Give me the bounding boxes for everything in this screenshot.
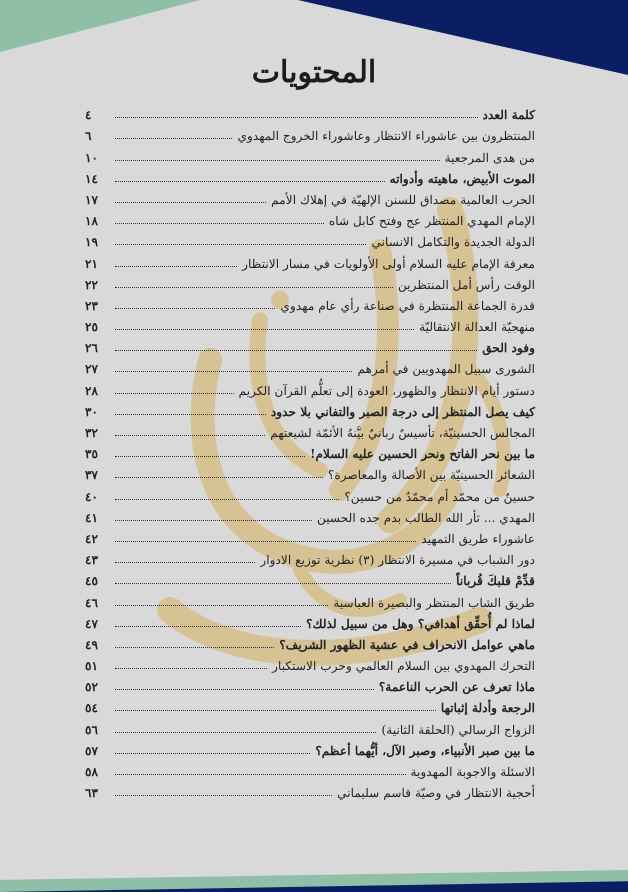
toc-entry-page-number: ٢٧ (85, 362, 99, 377)
toc-entry-title: الموت الأبيض، ماهيته وأدواته (389, 171, 535, 186)
toc-entry[interactable] (85, 228, 535, 249)
toc-leader-dots (115, 435, 265, 436)
toc-leader-dots (115, 244, 366, 245)
toc-entry[interactable] (85, 737, 535, 758)
toc-entry-page-number: ٤٩ (85, 637, 99, 652)
toc-entry[interactable] (85, 186, 535, 207)
toc-entry-title: الحرب العالمية مصداق للسنن الإلهيّة في إهلاك الأمم (271, 192, 535, 207)
toc-entry-page-number: ٦ (85, 129, 92, 144)
table-of-contents (85, 101, 535, 800)
toc-entry-title: قدرة الجماعة المنتظرة في صناعة رأي عام مهدوي (280, 298, 535, 313)
toc-entry[interactable] (85, 313, 535, 334)
toc-entry-title: الرجعة وأدلة إثباتها (440, 701, 535, 716)
toc-entry-page-number: ٢٥ (85, 320, 99, 335)
toc-entry[interactable] (85, 355, 535, 376)
toc-entry-page-number: ٤٥ (85, 574, 99, 589)
toc-entry-title: دور الشباب في مسيرة الانتظار (٣) نظرية توزيع الادوار (260, 553, 535, 568)
toc-entry[interactable] (85, 143, 535, 164)
toc-entry-title: من هدى المرجعية (444, 150, 535, 165)
toc-entry-title: قدِّمْ قلبكَ قُرباناً (456, 574, 535, 589)
toc-entry-page-number: ١٤ (85, 171, 99, 186)
toc-entry[interactable] (85, 546, 535, 567)
toc-leader-dots (115, 689, 374, 690)
toc-leader-dots (115, 350, 477, 351)
toc-entry[interactable] (85, 376, 535, 397)
toc-entry-title: أحجية الانتظار في وصيّة قاسم سليماني (337, 786, 535, 801)
toc-entry-page-number: ٢٢ (85, 277, 99, 292)
toc-leader-dots (115, 647, 274, 648)
toc-entry-title: كلمة العدد (482, 108, 535, 123)
toc-leader-dots (115, 753, 310, 754)
toc-entry[interactable] (85, 440, 535, 461)
toc-entry-page-number: ٤٧ (85, 616, 99, 631)
toc-entry[interactable] (85, 694, 535, 715)
toc-entry-title: الشورى سبيل المهدويين في أمرهم (357, 362, 535, 377)
toc-leader-dots (115, 414, 266, 415)
toc-entry-page-number: ٤١ (85, 510, 99, 525)
toc-entry[interactable] (85, 419, 535, 440)
toc-entry-title: وفود الحق (482, 341, 535, 356)
toc-entry[interactable] (85, 334, 535, 355)
toc-entry-page-number: ٣٧ (85, 468, 99, 483)
toc-entry-title: المهدي ... ثأر الله الطالب بدم جده الحسين (316, 510, 535, 525)
toc-entry-page-number: ٢١ (85, 256, 99, 271)
toc-entry-title: معرفة الإمام عليه السلام أولى الأولويات في مسار الانتظار (242, 256, 535, 271)
toc-entry-title: المنتظرون بين عاشوراء الانتظار وعاشوراء الخروج المهدوي (237, 129, 535, 144)
toc-entry-page-number: ١٨ (85, 214, 99, 229)
toc-entry[interactable] (85, 165, 535, 186)
toc-entry-page-number: ٢٨ (85, 383, 99, 398)
toc-entry-title: ماذا تعرف عن الحرب الناعمة؟ (378, 680, 535, 695)
toc-entry-page-number: ٣٥ (85, 447, 99, 462)
toc-entry-page-number: ١٩ (85, 235, 99, 250)
toc-entry-title: منهجيّة العدالة الانتقاليّة (419, 320, 535, 335)
toc-leader-dots (115, 520, 312, 521)
toc-entry-title: حسينٌ من محمّد أم محمّدٌ من حسين؟ (344, 489, 535, 504)
toc-leader-dots (115, 583, 451, 584)
toc-entry[interactable] (85, 292, 535, 313)
toc-entry-page-number: ٥٦ (85, 722, 99, 737)
toc-entry-title: الاسئلة والاجوبة المهدوية (410, 765, 535, 779)
toc-entry[interactable] (85, 779, 535, 800)
toc-entry[interactable] (85, 525, 535, 546)
toc-entry[interactable] (85, 249, 535, 270)
toc-entry-title: الدولة الجديدة والتكامل الانساني (371, 235, 535, 250)
toc-entry-title: ما بين صبر الأنبياء، وصبر الآل، أيُّهما أعظم؟ (315, 743, 535, 758)
toc-entry[interactable] (85, 567, 535, 588)
toc-entry-title: التحرك المهدوي بين السلام العالمي وحرب الاستكبار (272, 659, 535, 674)
toc-entry-title: الإمام المهدي المنتظر عج وفتح كابل شاه (328, 214, 535, 229)
toc-entry-title: ما بين نحر الفاتح ونحر الحسين عليه السلام! (310, 447, 535, 462)
toc-leader-dots (115, 223, 324, 224)
toc-entry-page-number: ٤ (85, 108, 92, 123)
toc-entry-title: كيف يصل المنتظر إلى درجة الصبر والتفاني بلا حدود (270, 404, 535, 419)
toc-entry-page-number: ٥٨ (85, 765, 99, 779)
toc-leader-dots (115, 668, 267, 669)
toc-entry[interactable] (85, 101, 535, 122)
toc-leader-dots (115, 541, 416, 542)
toc-entry-title: ماهي عوامل الانحراف في عشية الظهور الشريف؟ (279, 637, 535, 652)
toc-entry-title: لماذا لم أُحقِّق أهدافي؟ وهل من سبيل لذلك؟ (306, 616, 535, 631)
toc-entry[interactable] (85, 504, 535, 525)
toc-entry-page-number: ٦٣ (85, 786, 99, 801)
toc-entry-title: الزواج الرسالي (الحلقة الثانية) (381, 722, 535, 737)
toc-leader-dots (115, 287, 393, 288)
toc-entry[interactable] (85, 758, 535, 779)
toc-entry[interactable] (85, 673, 535, 694)
toc-entry[interactable] (85, 610, 535, 631)
toc-leader-dots (115, 795, 332, 796)
toc-entry-page-number: ٤٣ (85, 553, 99, 568)
toc-entry-page-number: ٢٦ (85, 341, 99, 356)
toc-entry-page-number: ٤٠ (85, 489, 99, 504)
toc-entry[interactable] (85, 652, 535, 673)
toc-leader-dots (115, 477, 323, 478)
toc-leader-dots (115, 371, 352, 372)
toc-entry-title: طريق الشاب المنتظر والبصيرة العباسية (333, 595, 535, 610)
toc-entry[interactable] (85, 588, 535, 609)
toc-entry[interactable] (85, 398, 535, 419)
toc-leader-dots (115, 181, 385, 182)
toc-entry-page-number: ٣٠ (85, 404, 99, 419)
toc-entry-page-number: ٤٢ (85, 531, 99, 546)
toc-entry-page-number: ٣٢ (85, 426, 99, 440)
toc-entry[interactable] (85, 631, 535, 652)
toc-entry[interactable] (85, 122, 535, 143)
toc-entry-page-number: ٥٧ (85, 743, 99, 758)
toc-entry-title: المجالس الحسينيّة، تأسيسٌ ربانيٌ بيَّنهُ الأئمّة لشيعتهم (270, 426, 535, 440)
page-title: المحتويات (251, 55, 377, 90)
toc-entry[interactable] (85, 715, 535, 736)
toc-entry-page-number: ٢٣ (85, 298, 99, 313)
toc-entry-page-number: ٥٤ (85, 701, 99, 716)
toc-leader-dots (115, 393, 234, 394)
toc-leader-dots (115, 329, 414, 330)
toc-entry[interactable] (85, 461, 535, 482)
toc-entry-title: عاشوراء طريق التمهيد (421, 531, 535, 546)
toc-entry[interactable] (85, 482, 535, 503)
toc-entry[interactable] (85, 271, 535, 292)
toc-entry-page-number: ١٧ (85, 192, 99, 207)
toc-leader-dots (115, 499, 339, 500)
toc-leader-dots (115, 117, 478, 118)
toc-leader-dots (115, 266, 237, 267)
toc-entry-page-number: ٥١ (85, 659, 99, 674)
toc-entry-page-number: ١٠ (85, 150, 99, 165)
toc-entry-title: دستور أيام الانتظار والظهور، العودة إلى تعلُّم القرآن الكريم (238, 383, 535, 398)
toc-leader-dots (115, 456, 305, 457)
toc-leader-dots (115, 774, 406, 775)
toc-entry-page-number: ٤٦ (85, 595, 99, 610)
toc-leader-dots (115, 710, 436, 711)
toc-entry[interactable] (85, 207, 535, 228)
toc-leader-dots (115, 160, 440, 161)
toc-leader-dots (115, 605, 328, 606)
toc-leader-dots (115, 626, 301, 627)
toc-entry-title: الشعائر الحسينيّة بين الأصالة والمعاصرة؟ (327, 468, 535, 483)
toc-leader-dots (115, 202, 266, 203)
top-left-green-corner (0, 0, 200, 52)
toc-entry-page-number: ٥٢ (85, 680, 99, 695)
toc-leader-dots (115, 138, 232, 139)
toc-leader-dots (115, 562, 255, 563)
toc-leader-dots (115, 308, 275, 309)
toc-entry-title: الوقت رأس أمل المنتظرين (398, 277, 535, 292)
toc-leader-dots (115, 732, 376, 733)
